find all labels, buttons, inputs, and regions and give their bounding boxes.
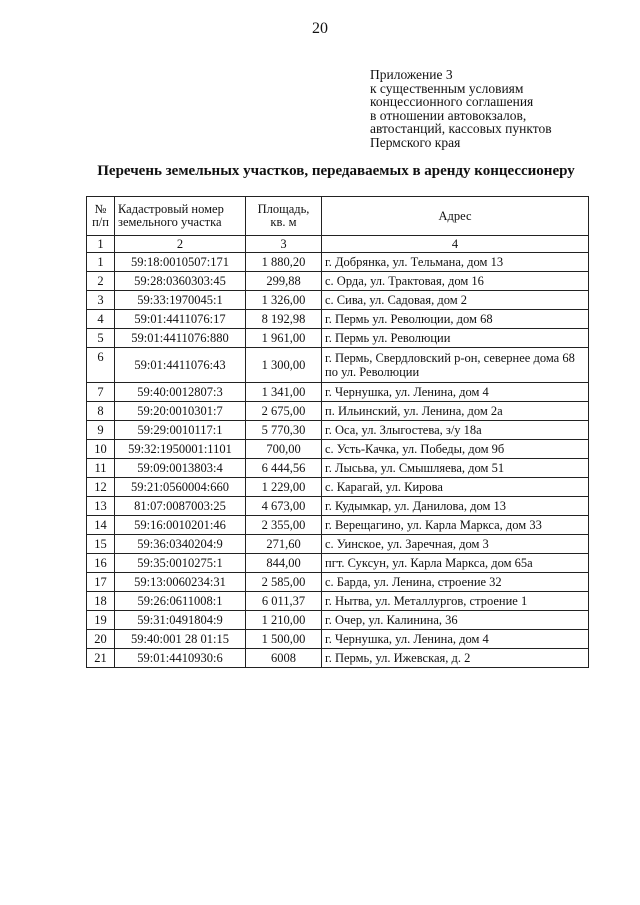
- row-number: 19: [87, 611, 115, 630]
- header-cadastral: [115, 197, 246, 236]
- annex-line: в отношении автовокзалов,: [370, 107, 527, 123]
- table-row: [87, 516, 589, 535]
- address: с. Орда, ул. Трактовая, дом 16: [322, 272, 589, 291]
- cadastral-number: 59:26:0611008:1: [115, 592, 246, 611]
- table-row: [87, 611, 589, 630]
- area-value: 271,60: [246, 535, 322, 554]
- row-number: 4: [87, 310, 115, 329]
- area-value: 6 011,37: [246, 592, 322, 611]
- table-body: [87, 253, 589, 668]
- table-row: [87, 421, 589, 440]
- column-number: 3: [246, 236, 322, 253]
- cadastral-number: 59:13:0060234:31: [115, 573, 246, 592]
- area-value: 1 229,00: [246, 478, 322, 497]
- area-value: 6 444,56: [246, 459, 322, 478]
- table-row: [87, 348, 589, 383]
- row-number: 1: [87, 253, 115, 272]
- header-area: [246, 197, 322, 236]
- address: г. Нытва, ул. Металлургов, строение 1: [322, 592, 589, 611]
- row-number: 14: [87, 516, 115, 535]
- area-value: 1 961,00: [246, 329, 322, 348]
- cadastral-number: 59:29:0010117:1: [115, 421, 246, 440]
- table-row: [87, 291, 589, 310]
- row-number: 21: [87, 649, 115, 668]
- area-value: 5 770,30: [246, 421, 322, 440]
- address: с. Барда, ул. Ленина, строение 32: [322, 573, 589, 592]
- header-cadastral-line: земельного участка: [118, 215, 222, 229]
- header-cadastral-line: Кадастровый номер: [118, 202, 224, 216]
- cadastral-number: 59:01:4411076:880: [115, 329, 246, 348]
- table-row: [87, 497, 589, 516]
- table-row: [87, 478, 589, 497]
- cadastral-number: 59:01:4411076:17: [115, 310, 246, 329]
- address: г. Очер, ул. Калинина, 36: [322, 611, 589, 630]
- table-row: [87, 383, 589, 402]
- table-row: [87, 573, 589, 592]
- cadastral-number: 59:35:0010275:1: [115, 554, 246, 573]
- row-number: 10: [87, 440, 115, 459]
- cadastral-number: 59:18:0010507:171: [115, 253, 246, 272]
- address: г. Чернушка, ул. Ленина, дом 4: [322, 383, 589, 402]
- area-value: 1 300,00: [246, 348, 322, 383]
- area-value: 2 585,00: [246, 573, 322, 592]
- table-row: [87, 402, 589, 421]
- table-row: [87, 440, 589, 459]
- area-value: 1 326,00: [246, 291, 322, 310]
- address: п. Ильинский, ул. Ленина, дом 2а: [322, 402, 589, 421]
- table-row: [87, 310, 589, 329]
- table-row: [87, 592, 589, 611]
- row-number: 13: [87, 497, 115, 516]
- address: с. Сива, ул. Садовая, дом 2: [322, 291, 589, 310]
- area-value: 1 500,00: [246, 630, 322, 649]
- area-value: 844,00: [246, 554, 322, 573]
- address: г. Кудымкар, ул. Данилова, дом 13: [322, 497, 589, 516]
- area-value: 4 673,00: [246, 497, 322, 516]
- row-number: 7: [87, 383, 115, 402]
- table-row: [87, 329, 589, 348]
- table-row: [87, 554, 589, 573]
- area-value: 700,00: [246, 440, 322, 459]
- row-number: 3: [87, 291, 115, 310]
- address: г. Добрянка, ул. Тельмана, дом 13: [322, 253, 589, 272]
- area-value: 1 880,20: [246, 253, 322, 272]
- annex-header: [370, 68, 552, 149]
- row-number: 2: [87, 272, 115, 291]
- address: с. Карагай, ул. Кирова: [322, 478, 589, 497]
- address: г. Пермь, ул. Ижевская, д. 2: [322, 649, 589, 668]
- row-number: 8: [87, 402, 115, 421]
- row-number: 20: [87, 630, 115, 649]
- header-number-line: №: [94, 202, 107, 216]
- annex-line: автостанций, кассовых пунктов: [370, 121, 552, 136]
- area-value: 1 210,00: [246, 611, 322, 630]
- annex-line: Пермского края: [370, 134, 461, 150]
- header-area-line: кв. м: [270, 215, 297, 229]
- header-number: [87, 197, 115, 236]
- row-number: 16: [87, 554, 115, 573]
- area-value: 6008: [246, 649, 322, 668]
- table-row: [87, 630, 589, 649]
- address: г. Пермь, Свердловский р-он, севернее дома 68 по ул. Революции: [322, 348, 589, 383]
- header-address: Адрес: [322, 197, 589, 236]
- cadastral-number: 81:07:0087003:25: [115, 497, 246, 516]
- table-row: [87, 535, 589, 554]
- cadastral-number: 59:40:0012807:3: [115, 383, 246, 402]
- address: г. Чернушка, ул. Ленина, дом 4: [322, 630, 589, 649]
- area-value: 8 192,98: [246, 310, 322, 329]
- column-number: 4: [322, 236, 589, 253]
- cadastral-number: 59:21:0560004:660: [115, 478, 246, 497]
- row-number: 11: [87, 459, 115, 478]
- header-area-line: Площадь,: [257, 202, 310, 216]
- row-number: 18: [87, 592, 115, 611]
- cadastral-number: 59:33:1970045:1: [115, 291, 246, 310]
- table-row: [87, 459, 589, 478]
- row-number: 15: [87, 535, 115, 554]
- annex-line: концессионного соглашения: [370, 94, 534, 109]
- area-value: 2 675,00: [246, 402, 322, 421]
- address: с. Уинское, ул. Заречная, дом 3: [322, 535, 589, 554]
- page-number: 20: [312, 20, 328, 37]
- address: г. Пермь ул. Революции, дом 68: [322, 310, 589, 329]
- address: г. Пермь ул. Революции: [322, 329, 589, 348]
- address: г. Оса, ул. Злыгостева, з/у 18а: [322, 421, 589, 440]
- column-number: 1: [87, 236, 115, 253]
- address: с. Усть-Качка, ул. Победы, дом 9б: [322, 440, 589, 459]
- area-value: 1 341,00: [246, 383, 322, 402]
- cadastral-number: 59:32:1950001:1101: [115, 440, 246, 459]
- cadastral-number: 59:36:0340204:9: [115, 535, 246, 554]
- table-row: [87, 649, 589, 668]
- table-row: [87, 272, 589, 291]
- cadastral-number: 59:40:001 28 01:15: [115, 630, 246, 649]
- area-value: 299,88: [246, 272, 322, 291]
- address: г. Верещагино, ул. Карла Маркса, дом 33: [322, 516, 589, 535]
- cadastral-number: 59:16:0010201:46: [115, 516, 246, 535]
- address: пгт. Суксун, ул. Карла Маркса, дом 65а: [322, 554, 589, 573]
- cadastral-number: 59:09:0013803:4: [115, 459, 246, 478]
- table-row: [87, 253, 589, 272]
- land-parcels-table: [86, 196, 589, 668]
- area-value: 2 355,00: [246, 516, 322, 535]
- cadastral-number: 59:28:0360303:45: [115, 272, 246, 291]
- cadastral-number: 59:31:0491804:9: [115, 611, 246, 630]
- document-title: Перечень земельных участков, передаваемых в аренду концессионеру: [97, 163, 575, 179]
- cadastral-number: 59:01:4410930:6: [115, 649, 246, 668]
- header-number-line: п/п: [92, 215, 109, 229]
- table-header-row: [87, 197, 589, 236]
- row-number: 9: [87, 421, 115, 440]
- row-number: 6: [87, 348, 115, 383]
- cadastral-number: 59:01:4411076:43: [115, 348, 246, 383]
- column-number: 2: [115, 236, 246, 253]
- annex-line: Приложение 3: [370, 67, 453, 82]
- row-number: 12: [87, 478, 115, 497]
- row-number: 5: [87, 329, 115, 348]
- annex-line: к существенным условиям: [370, 80, 524, 96]
- cadastral-number: 59:20:0010301:7: [115, 402, 246, 421]
- column-number-row: [87, 236, 589, 253]
- address: г. Лысьва, ул. Смышляева, дом 51: [322, 459, 589, 478]
- row-number: 17: [87, 573, 115, 592]
